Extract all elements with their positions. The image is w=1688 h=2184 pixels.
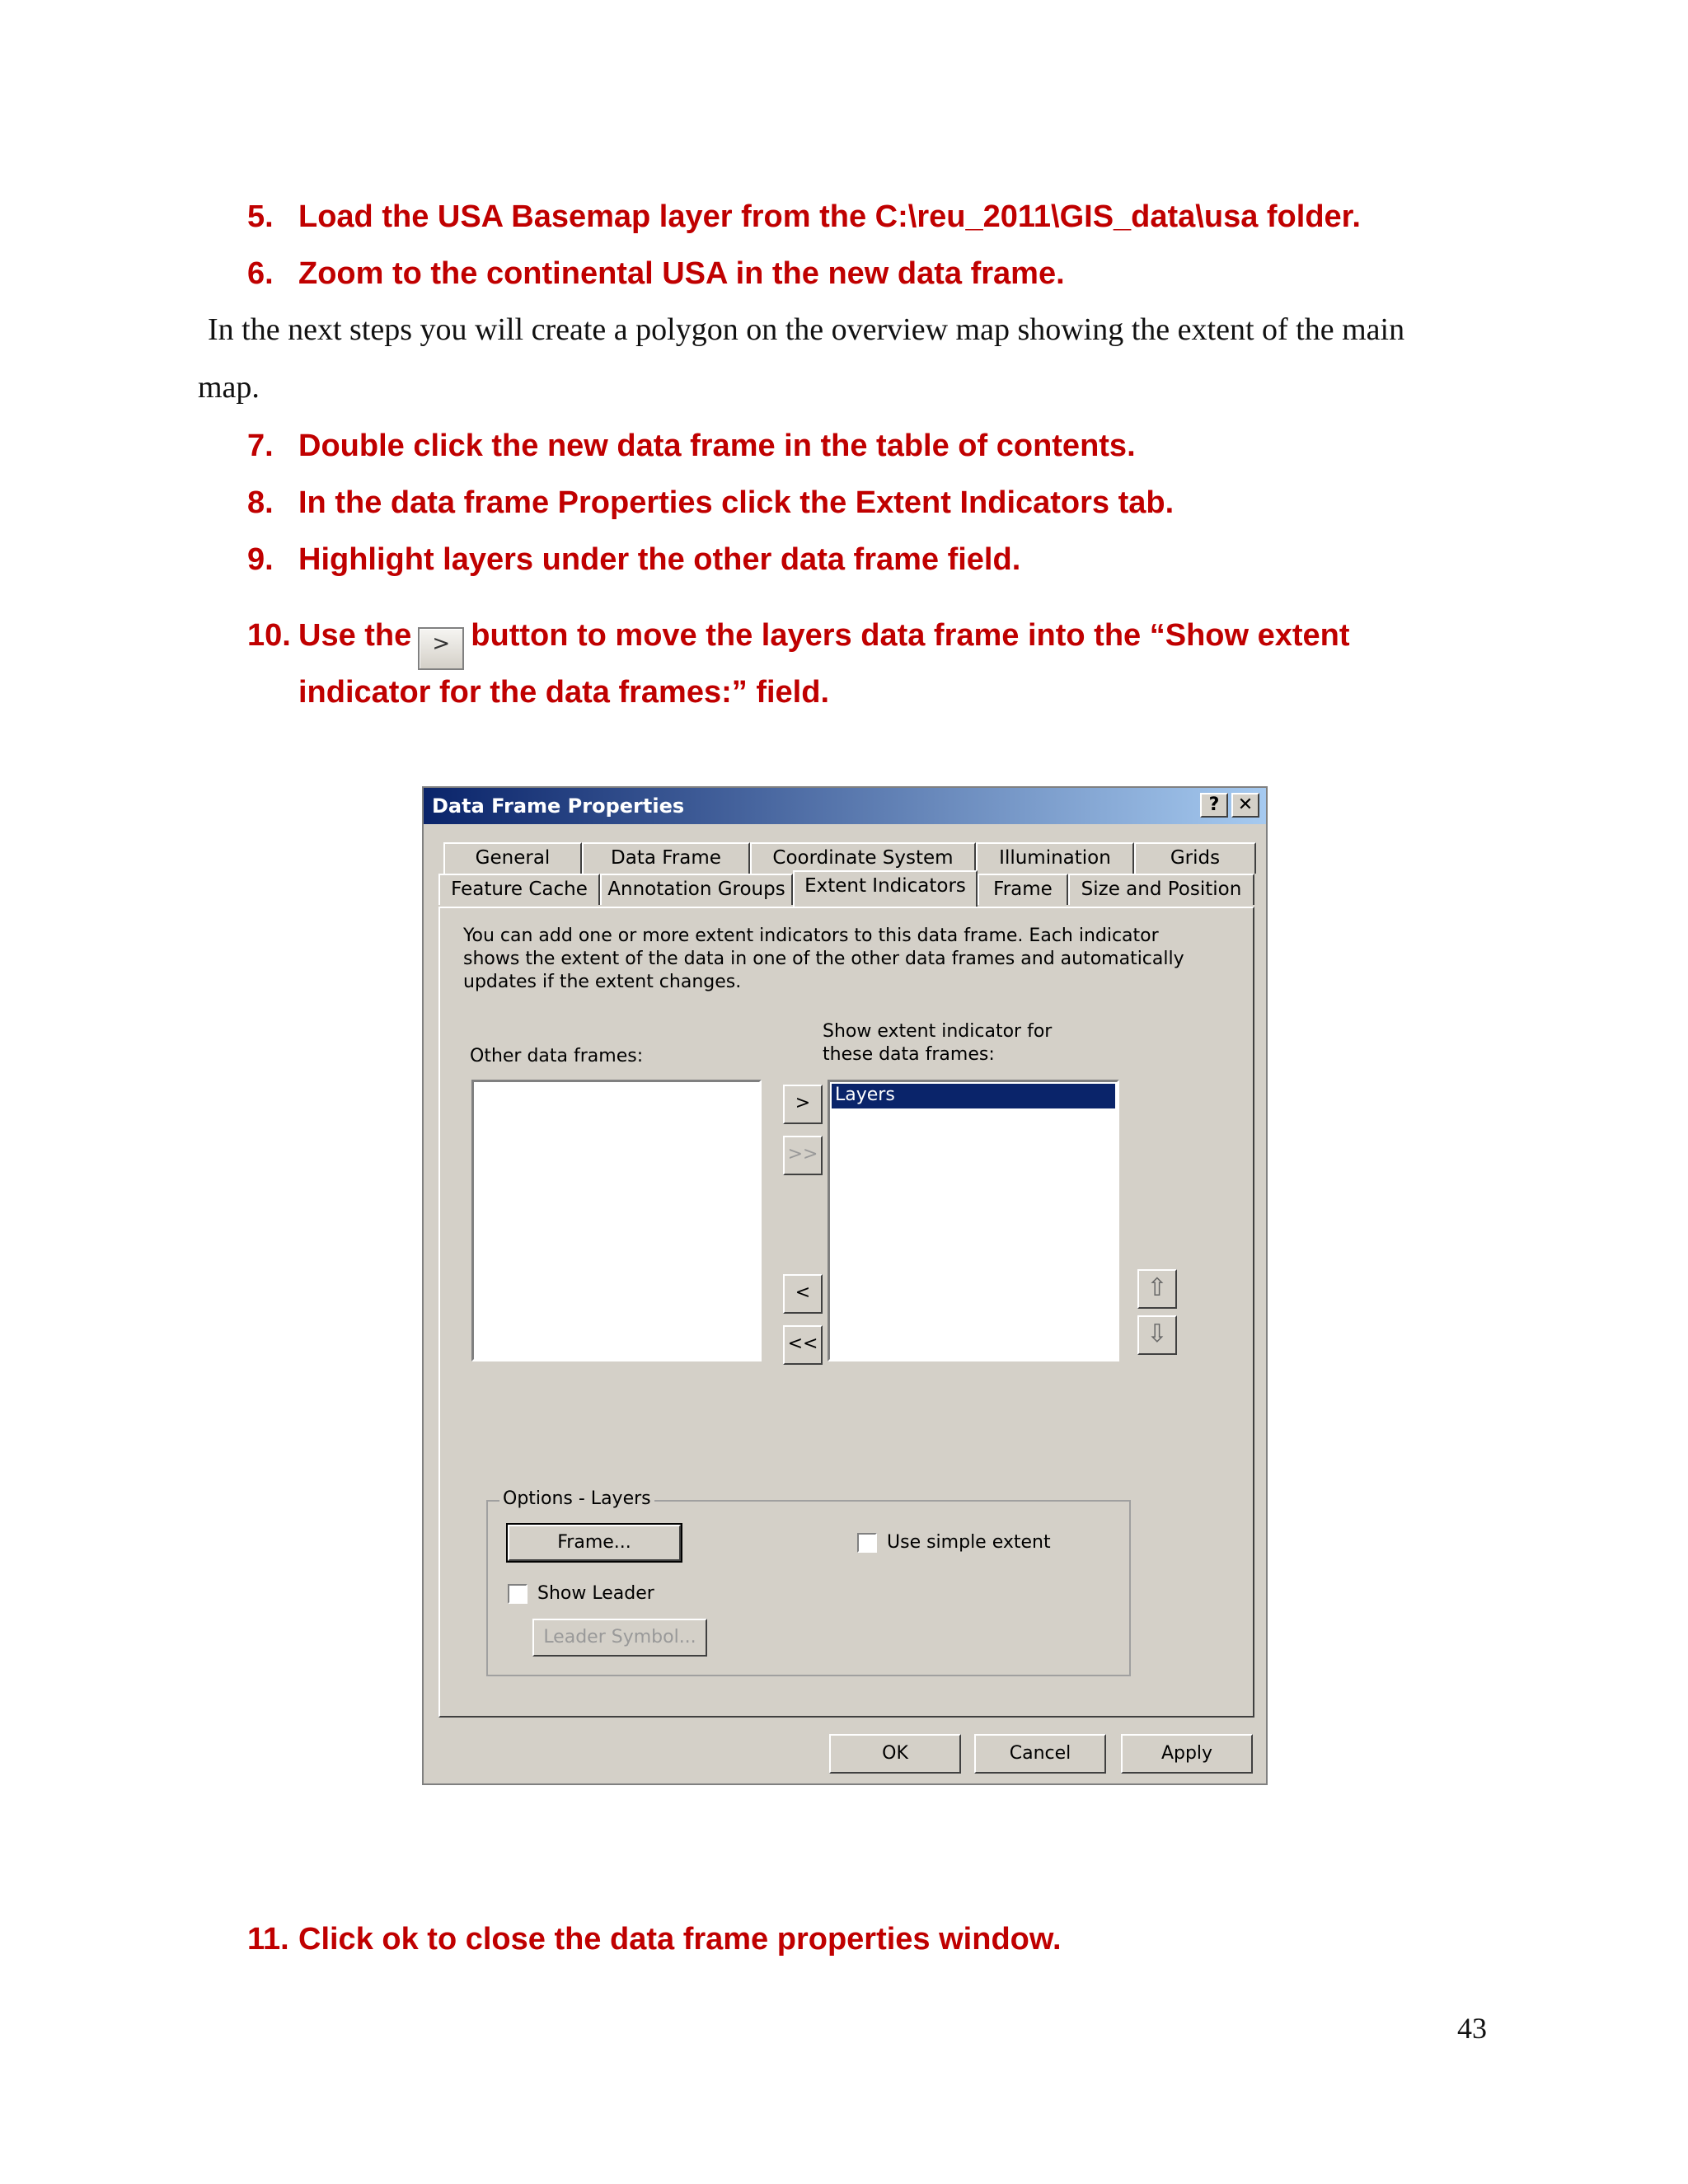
step-text: Load the USA Basemap layer from the C:\reu_2011\GIS_data\usa folder. — [298, 199, 1361, 234]
use-simple-extent-checkbox[interactable] — [857, 1533, 877, 1553]
dialog-title: Data Frame Properties — [432, 794, 685, 818]
step-text-post: button to move the layers data frame into the “Show extent — [471, 618, 1350, 653]
show-extent-label-line-1: Show extent indicator for — [823, 1021, 1053, 1042]
step-number: 5. — [247, 199, 274, 234]
show-extent-list[interactable] — [828, 1080, 1119, 1361]
step-number: 8. — [247, 485, 274, 520]
move-up-icon[interactable]: ⇧ — [1137, 1269, 1177, 1309]
add-button[interactable]: > — [783, 1085, 823, 1124]
tab-size-and-position[interactable]: Size and Position — [1068, 874, 1254, 905]
use-simple-extent-label: Use simple extent — [887, 1532, 1051, 1553]
leader-symbol-button[interactable]: Leader Symbol... — [532, 1619, 707, 1657]
tab-grids[interactable]: Grids — [1134, 842, 1256, 874]
page-number: 43 — [1457, 2012, 1487, 2045]
step-text — [298, 616, 1350, 670]
extent-indicators-panel — [438, 907, 1254, 1718]
frame-button[interactable]: Frame... — [508, 1525, 681, 1561]
tab-general[interactable]: General — [443, 842, 582, 874]
show-leader-label: Show Leader — [537, 1583, 654, 1604]
tab-data-frame[interactable]: Data Frame — [582, 842, 750, 874]
step-number: 10. — [247, 618, 291, 653]
description-line-3: updates if the extent changes. — [463, 972, 742, 992]
tab-coordinate-system[interactable]: Coordinate System — [750, 842, 976, 874]
other-data-frames-label: Other data frames: — [470, 1046, 644, 1066]
description-line-2: shows the extent of the data in one of the other data frames and automatically — [463, 949, 1184, 969]
move-right-button-image: > — [418, 627, 464, 670]
tab-illumination[interactable]: Illumination — [976, 842, 1134, 874]
title-bar — [424, 788, 1266, 824]
step-number: 7. — [247, 429, 274, 463]
step-number: 11. — [247, 1922, 289, 1957]
step-text-pre: Use the — [298, 618, 412, 653]
tab-extent-indicators[interactable]: Extent Indicators — [793, 870, 978, 907]
description-line-1: You can add one or more extent indicators to this data frame. Each indicator — [463, 926, 1159, 946]
intro-text-line-1: In the next steps you will create a polygon on the overview map showing the extent of the main — [208, 312, 1405, 347]
step-text: Double click the new data frame in the table of contents. — [298, 429, 1136, 463]
show-leader-checkbox[interactable] — [508, 1584, 528, 1604]
remove-all-button[interactable]: << — [783, 1325, 823, 1365]
apply-button[interactable]: Apply — [1121, 1734, 1253, 1774]
show-extent-label-line-2: these data frames: — [823, 1044, 995, 1065]
cancel-button[interactable]: Cancel — [974, 1734, 1106, 1774]
add-all-button[interactable]: >> — [783, 1136, 823, 1175]
remove-button[interactable]: < — [783, 1274, 823, 1314]
close-button[interactable]: ✕ — [1231, 793, 1259, 818]
list-item-layers[interactable]: Layers — [832, 1084, 1115, 1108]
move-down-icon[interactable]: ⇩ — [1137, 1315, 1177, 1355]
tab-frame[interactable]: Frame — [978, 874, 1068, 905]
tab-annotation-groups[interactable]: Annotation Groups — [600, 874, 793, 905]
tab-feature-cache[interactable]: Feature Cache — [438, 874, 600, 905]
data-frame-properties-dialog — [422, 786, 1268, 1785]
other-data-frames-list[interactable] — [471, 1080, 762, 1361]
step-number: 6. — [247, 256, 274, 291]
ok-button[interactable]: OK — [829, 1734, 961, 1774]
step-text-line-2: indicator for the data frames:” field. — [298, 675, 829, 710]
step-text: Click ok to close the data frame properties window. — [298, 1922, 1062, 1957]
step-text: Zoom to the continental USA in the new data frame. — [298, 256, 1065, 291]
options-label: Options - Layers — [499, 1488, 654, 1509]
help-button[interactable]: ? — [1200, 793, 1228, 818]
intro-text-line-2: map. — [198, 370, 260, 405]
step-number: 9. — [247, 542, 274, 577]
options-groupbox — [486, 1488, 1131, 1676]
step-text: In the data frame Properties click the Extent Indicators tab. — [298, 485, 1175, 520]
step-text: Highlight layers under the other data frame field. — [298, 542, 1021, 577]
